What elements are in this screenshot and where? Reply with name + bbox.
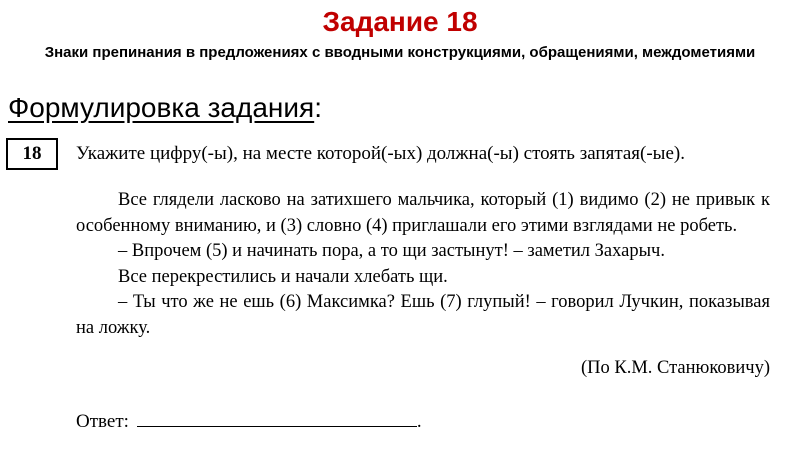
- answer-line: [76, 407, 422, 435]
- section-heading-text: Формулировка задания: [8, 92, 315, 123]
- task-number-box: 18: [6, 138, 58, 170]
- answer-end: .: [416, 411, 422, 432]
- answer-blank[interactable]: [137, 407, 417, 427]
- task-passage: [76, 188, 770, 341]
- task-instruction: Укажите цифру(-ы), на месте которой(-ых) должна(-ы) стоять запятая(-ые).: [76, 143, 685, 164]
- slide-subtitle: Знаки препинания в предложениях с вводными конструкциями, обращениями, междометиями: [44, 44, 756, 61]
- section-heading: [8, 91, 322, 125]
- section-heading-colon: :: [314, 92, 322, 123]
- passage-paragraph: Все перекрестились и начали хлебать щи.: [118, 266, 448, 287]
- passage-paragraph: Все глядели ласково на затихшего мальчика, который (1) видимо (2) не привык к особенному вниманию, и (3) словно (4) приглашали его этими взглядами не робеть.: [76, 190, 770, 236]
- passage-paragraph: – Впрочем (5) и начинать пора, а то щи застынут! – заметил Захарыч.: [118, 241, 665, 261]
- slide-title: Задание 18: [322, 6, 478, 37]
- passage-attribution: (По К.М. Станюковичу): [580, 358, 770, 378]
- answer-label: Ответ:: [76, 411, 129, 432]
- passage-paragraph: – Ты что же не ешь (6) Максимка? Ешь (7) глупый! – говорил Лучкин, показывая на ложку.: [76, 292, 770, 338]
